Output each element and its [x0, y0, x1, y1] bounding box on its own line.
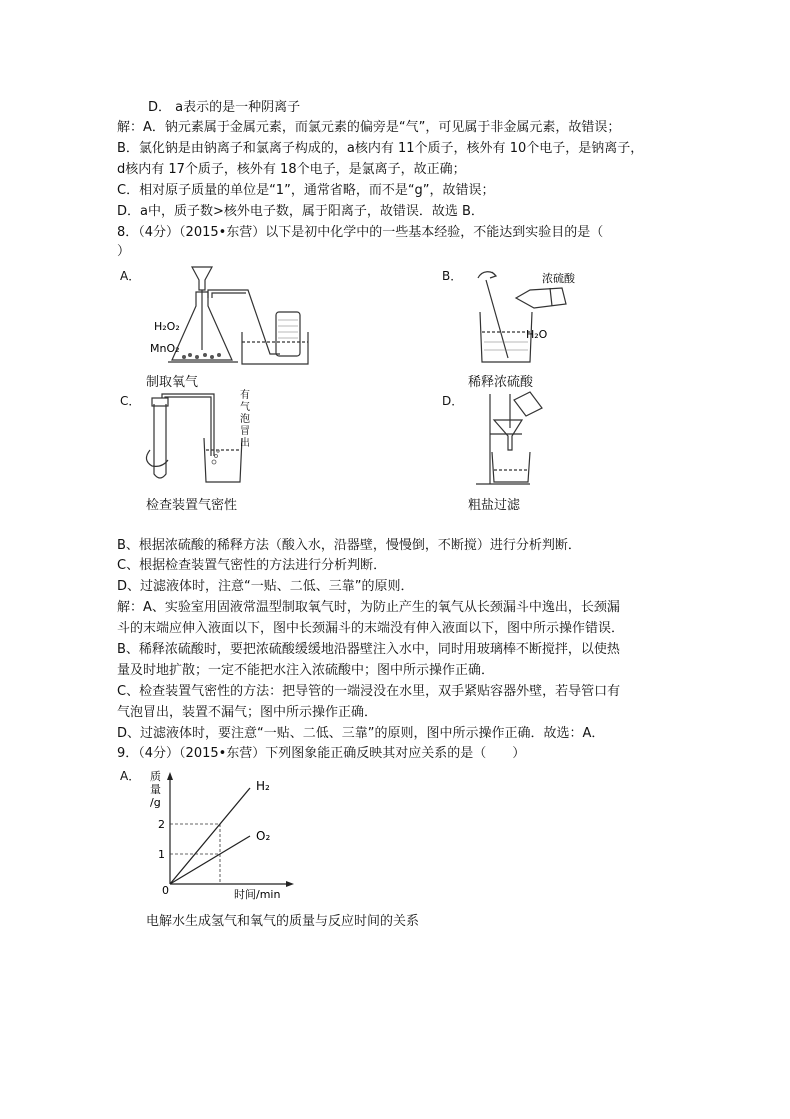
- solution-8-b-line: B、稀释浓硫酸时，要把浓硫酸缓缓地沿器壁注入水中，同时用玻璃棒不断搅拌，以使热: [117, 642, 620, 657]
- y-tick-label: 2: [158, 818, 165, 831]
- question-8-stem-end: ）: [117, 244, 131, 259]
- figure-c-caption: 检查装置气密性: [146, 498, 238, 513]
- solution-c-line: C．相对原子质量的单位是“1”，通常省略，而不是“g”，故错误；: [117, 183, 495, 198]
- q9-option-a-letter: A．: [120, 769, 141, 783]
- x-axis-label: 时间/min: [234, 888, 281, 901]
- label-mno2: MnO₂: [150, 342, 180, 355]
- figure-d-filtration-apparatus: [470, 390, 550, 490]
- series-label-o2: O₂: [256, 829, 271, 843]
- figure-c-letter: C．: [120, 394, 141, 408]
- figure-b-letter: B．: [442, 269, 463, 283]
- x-axis-arrow: [286, 881, 294, 887]
- figure-d-letter: D．: [442, 394, 464, 408]
- solution-b-line-2: d核内有 17个质子，核外有 18个电子，是氯离子，故正确；: [117, 162, 466, 177]
- label-water: H₂O: [526, 328, 548, 341]
- solution-b-line: B．氯化钠是由钠离子和氯离子构成的，a核内有 11个质子，核外有 10个电子，是钠离子，: [117, 141, 644, 156]
- series-line-h2: [170, 788, 250, 884]
- y-tick-label: 1: [158, 848, 165, 861]
- solution-8-b-line-2: 量及时地扩散；一定不能把水注入浓硫酸中；图中所示操作正确．: [117, 663, 495, 678]
- y-axis-label: 质量/g: [150, 770, 161, 809]
- y-axis-arrow: [167, 772, 173, 780]
- figure-a-oxygen-apparatus: [150, 262, 320, 372]
- option-d-line: D． a表示的是一种阴离子: [148, 100, 301, 115]
- q9-option-a-caption: 电解水生成氢气和氧气的质量与反应时间的关系: [146, 914, 420, 929]
- question-8-stem: 8．（4分）（2015•东营）以下是初中化学中的一些基本经验，不能达到实验目的是（: [117, 225, 604, 240]
- figure-b-dilution-apparatus: [470, 262, 590, 372]
- solution-d-line: D．a中，质子数>核外电子数，属于阳离子，故错误．故选 B．: [117, 204, 484, 219]
- figure-a-letter: A．: [120, 269, 141, 283]
- analysis-c-line: C、根据检查装置气密性的方法进行分析判断．: [117, 558, 387, 573]
- question-9-stem: 9．（4分）（2015•东营）下列图象能正确反映其对应关系的是（ ）: [117, 746, 526, 761]
- series-line-o2: [170, 836, 250, 884]
- label-concentrated-acid: 浓硫酸: [542, 272, 575, 285]
- solution-8-c-line-2: 气泡冒出，装置不漏气；图中所示操作正确．: [117, 705, 378, 720]
- solution-8-a-line: 解：A、实验室用固液常温型制取氧气时，为防止产生的氧气从长颈漏斗中逸出，长颈漏: [117, 600, 620, 615]
- electrolysis-mass-chart: [140, 768, 310, 903]
- solution-8-a-line-2: 斗的末端应伸入液面以下，图中长颈漏斗的末端没有伸入液面以下，图中所示操作错误．: [117, 621, 625, 636]
- origin-label: 0: [162, 884, 169, 897]
- analysis-b-line: B、根据浓硫酸的稀释方法（酸入水，沿器壁，慢慢倒，不断搅）进行分析判断．: [117, 538, 581, 553]
- solution-8-c-line: C、检查装置气密性的方法：把导管的一端浸没在水里，双手紧贴容器外壁，若导管口有: [117, 684, 621, 699]
- analysis-d-line: D、过滤液体时，注意“一贴、二低、三靠”的原则．: [117, 579, 414, 594]
- label-h2o2: H₂O₂: [154, 320, 180, 333]
- solution-a-line: 解：A．钠元素属于金属元素，而氯元素的偏旁是“气”，可见属于非金属元素，故错误；: [117, 120, 621, 135]
- figure-b-caption: 稀释浓硫酸: [468, 375, 534, 390]
- label-bubbles: 有气泡 冒出: [240, 390, 250, 449]
- figure-c-airtightness-apparatus: [148, 390, 258, 490]
- figure-a-caption: 制取氧气: [146, 375, 199, 390]
- figure-d-caption: 粗盐过滤: [468, 498, 521, 513]
- series-label-h2: H₂: [256, 779, 270, 793]
- solution-8-d-line: D、过滤液体时，要注意“一贴、二低、三靠”的原则，图中所示操作正确．故选：A．: [117, 726, 605, 741]
